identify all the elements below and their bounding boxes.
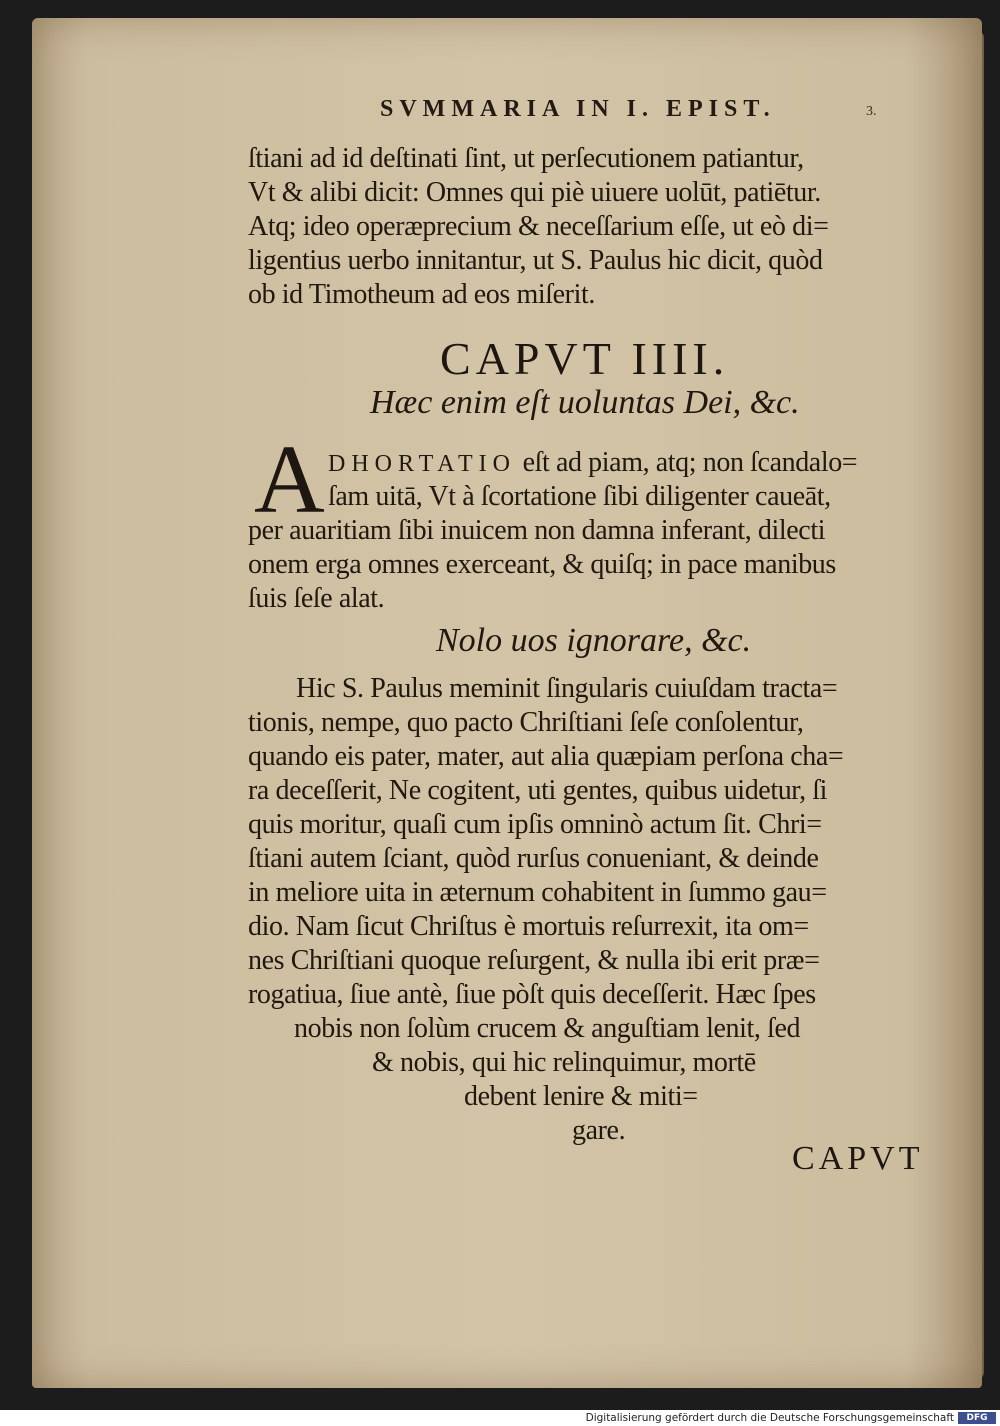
body-line: quando eis pater, mater, aut alia quæpiam perſona cha= (248, 741, 844, 772)
adhortatio-line: ſam uitā, Vt à ſcortatione ſibi diligenter caueāt, (328, 481, 831, 512)
adhortatio-line: eſt ad piam, atq; non ſcandalo= (515, 447, 858, 478)
body-line: ſtiani autem ſciant, quòd rurſus conueniant, & deinde (248, 843, 819, 874)
body-line: nobis non ſolùm crucem & anguſtiam lenit, ſed (294, 1013, 801, 1044)
intro-line: ob id Timotheum ad eos miſerit. (248, 279, 595, 310)
body-line: dio. Nam ſicut Chriſtus è mortuis reſurrexit, ita om= (248, 911, 809, 942)
body-line: rogatiua, ſiue antè, ſiue pòſt quis deceſſerit. Hæc ſpes (248, 979, 816, 1010)
adhortatio-line: ſuis ſeſe alat. (248, 583, 385, 614)
body-line: tionis, nempe, quo pacto Chriſtiani ſeſe conſolentur, (248, 707, 804, 738)
body-line: ra deceſſerit, Ne cogitent, uti gentes, quibus uidetur, ſi (248, 775, 828, 806)
intro-line: ſtiani ad id deſtinati ſint, ut perſecutionem patiantur, (248, 143, 804, 174)
intro-line: Vt & alibi dicit: Omnes qui piè uiuere uolūt, patiētur. (248, 177, 821, 208)
footer-credit: Digitalisierung gefördert durch die Deutsche Forschungsgemeinschaft (585, 1412, 954, 1424)
intro-line: Atq; ideo operæprecium & neceſſarium eſſe, ut eò di= (248, 211, 829, 242)
lemma-heading: Hæc enim eſt uoluntas Dei, &c. (370, 384, 800, 421)
chapter-title: CAPVT IIII. (440, 333, 730, 384)
catchword: CAPVT (792, 1140, 924, 1177)
body-line: debent lenire & miti= (464, 1081, 698, 1112)
adhortatio-lead: DHORTATIO (328, 451, 516, 477)
dfg-logo: DFG (958, 1412, 996, 1424)
drop-capital: A (254, 426, 325, 534)
body-line: Hic S. Paulus meminit ſingularis cuiuſdam tracta= (296, 673, 838, 704)
body-line: in meliore uita in æternum cohabitent in ſummo gau= (248, 877, 827, 908)
body-line: gare. (572, 1115, 626, 1146)
adhortatio-first-line (328, 446, 948, 481)
folio-mark: 3. (866, 104, 877, 119)
intro-line: ligentius uerbo innitantur, ut S. Paulus hic dicit, quòd (248, 245, 823, 276)
body-line: & nobis, qui hic relinquimur, mortē (372, 1047, 756, 1078)
footer-bar (0, 1410, 1000, 1426)
body-line: quis moritur, quaſi cum ipſis omninò actum ſit. Chri= (248, 809, 822, 840)
running-head: SVMMARIA IN I. EPIST. (380, 96, 776, 122)
lemma-heading: Nolo uos ignorare, &c. (436, 622, 752, 659)
adhortatio-line: onem erga omnes exerceant, & quiſq; in pace manibus (248, 549, 836, 580)
body-line: nes Chriſtiani quoque reſurgent, & nulla ibi erit præ= (248, 945, 820, 976)
adhortatio-line: per auaritiam ſibi inuicem non damna inferant, dilecti (248, 515, 826, 546)
